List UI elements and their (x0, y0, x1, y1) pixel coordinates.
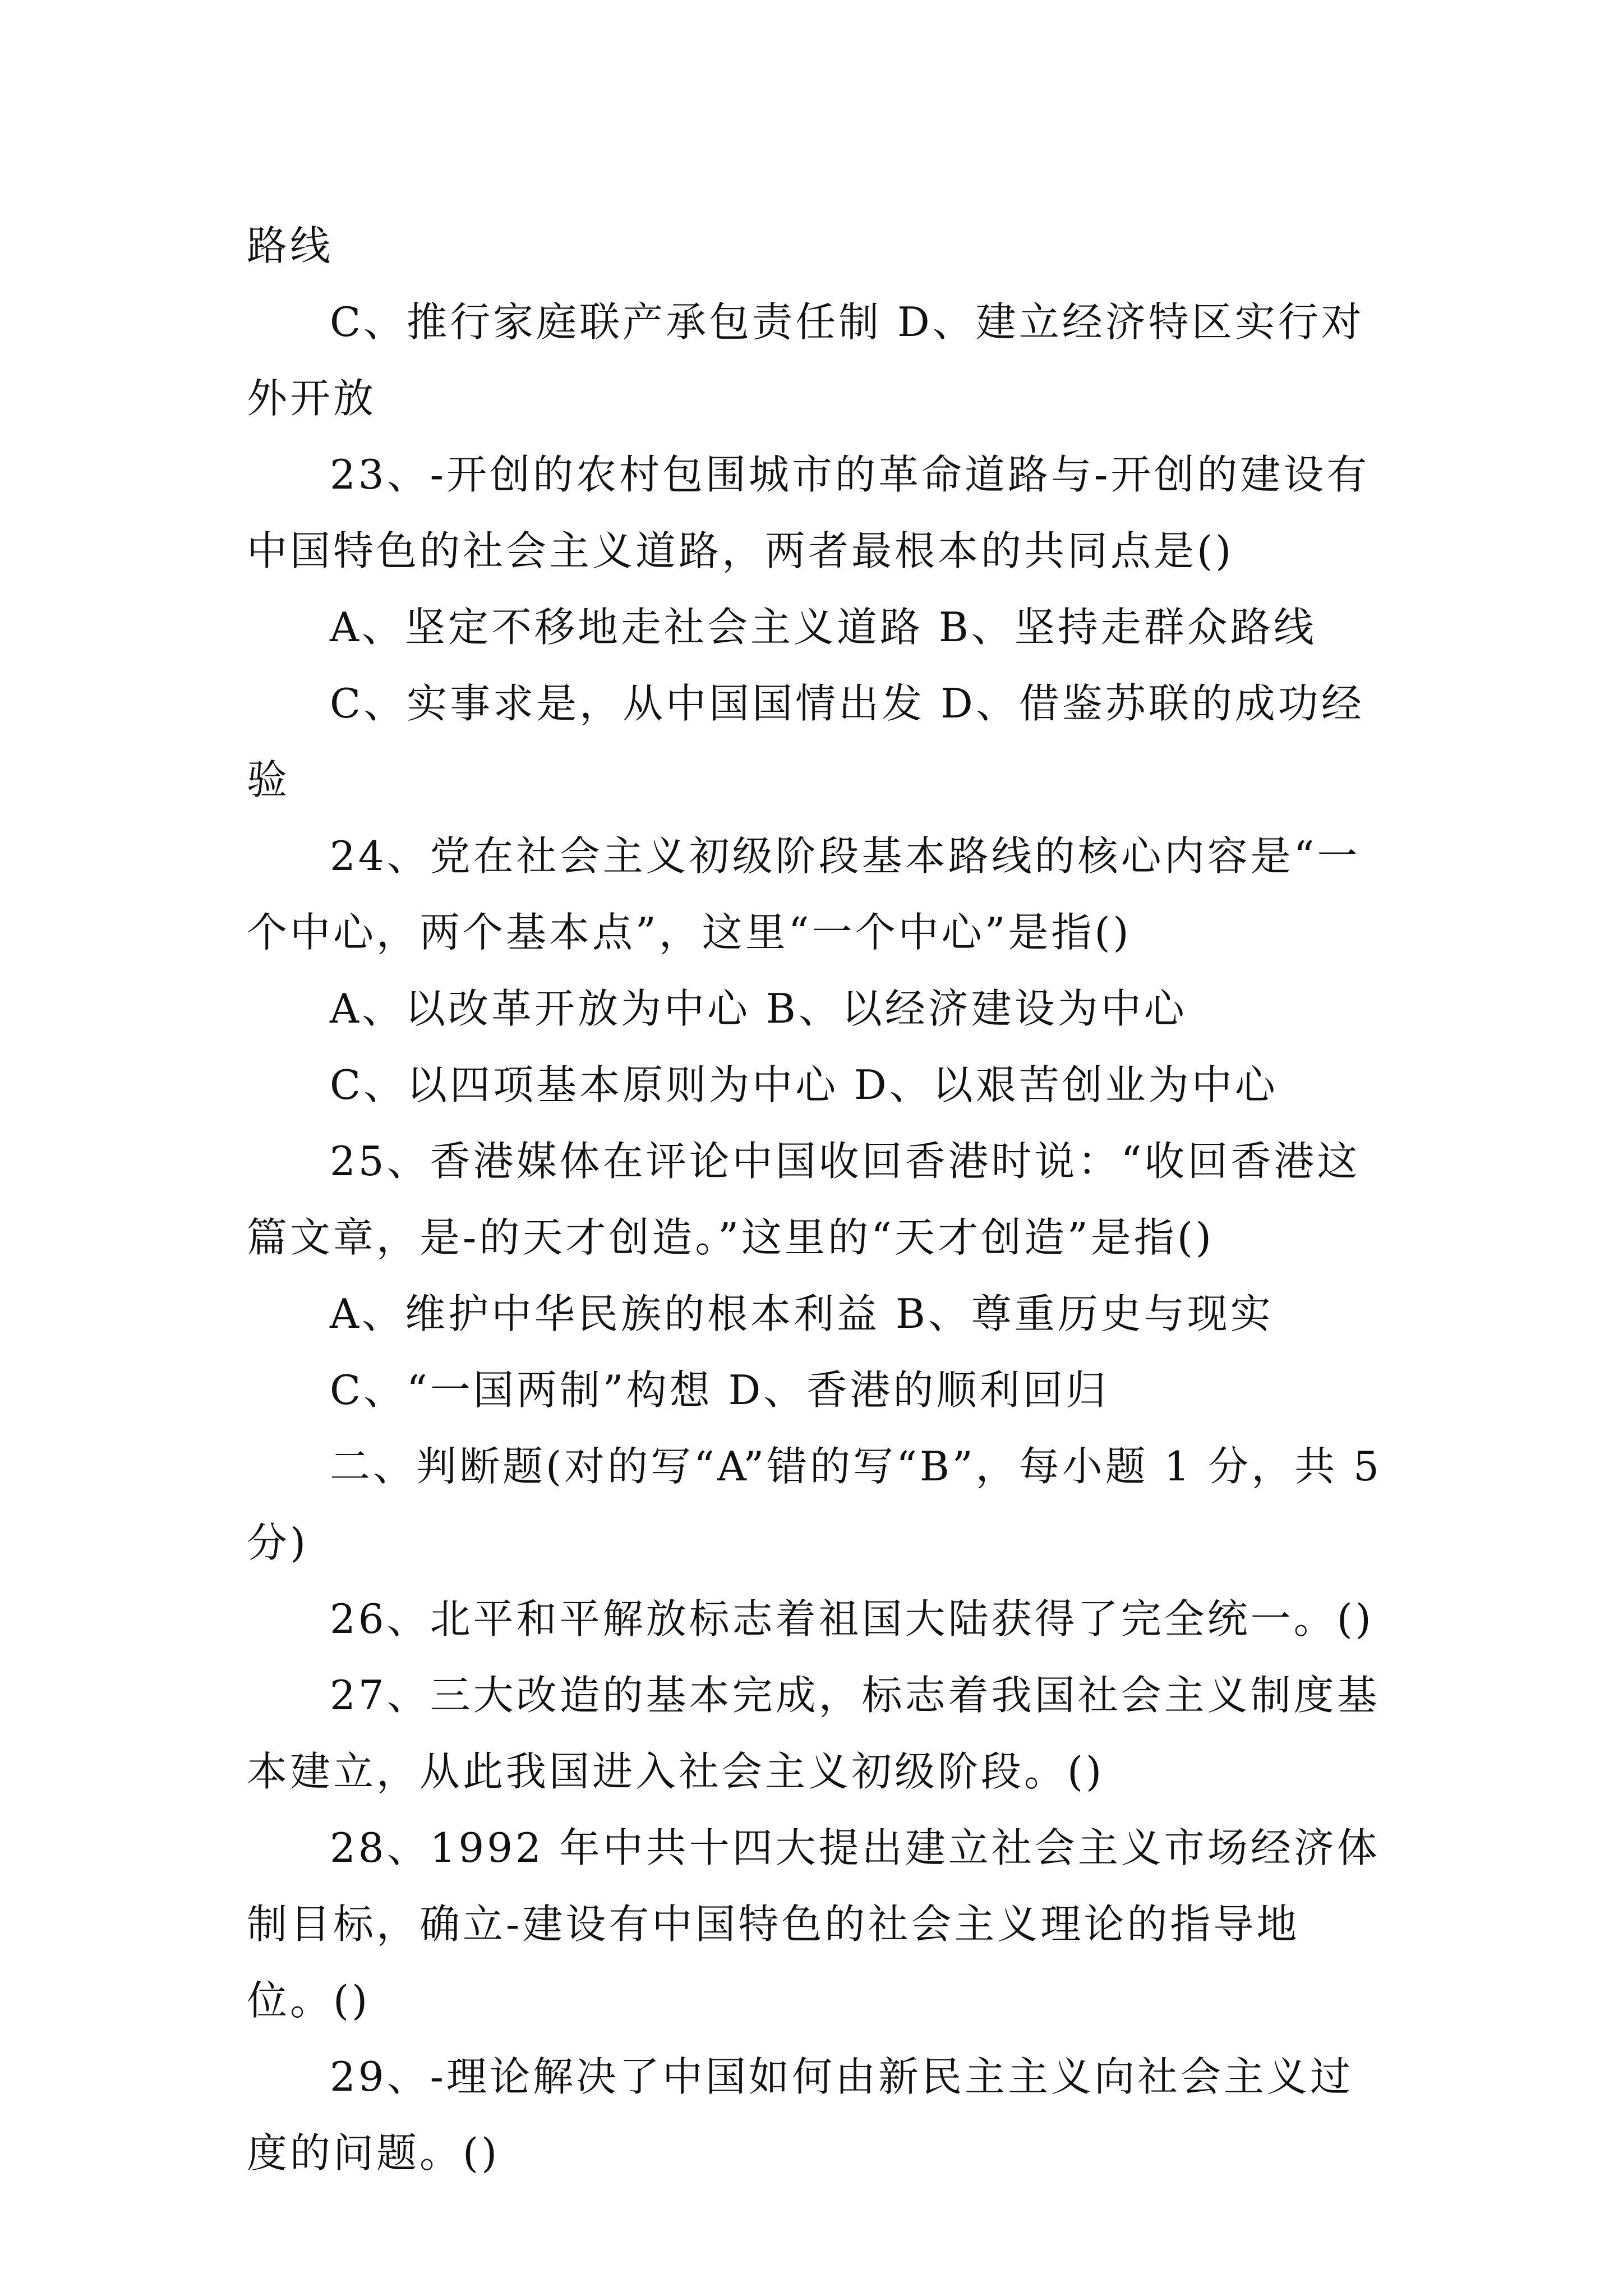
question-29: 29、-理论解决了中国如何由新民主主义向社会主义过度的问题。() (247, 2053, 1353, 2177)
question-25-options-ab: A、维护中华民族的根本利益 B、尊重历史与现实 (330, 1290, 1274, 1337)
question-25-stem: 25、香港媒体在评论中国收回香港时说：“收回香港这篇文章，是-的天才创造。”这里的“天才创造”是指() (247, 1138, 1361, 1261)
question-23-options-ab: A、坚定不移地走社会主义道路 B、坚持走群众路线 (330, 604, 1317, 651)
question-28: 28、1992 年中共十四大提出建立社会主义市场经济体制目标，确立-建设有中国特色的社会主义理论的指导地位。() (247, 1824, 1380, 2024)
question-27: 27、三大改造的基本完成，标志着我国社会主义制度基本建立，从此我国进入社会主义初级阶段。() (247, 1672, 1380, 1795)
question-23-stem: 23、-开创的农村包围城市的革命道路与-开创的建设有中国特色的社会主义道路，两者最根本的共同点是() (247, 451, 1370, 574)
question-24-stem: 24、党在社会主义初级阶段基本路线的核心内容是“一个中心，两个基本点”，这里“一个中心”是指() (247, 832, 1361, 956)
question-24-options-ab: A、以改革开放为中心 B、以经济建设为中心 (330, 985, 1187, 1032)
question-23-options-cd: C、实事求是，从中国国情出发 D、借鉴苏联的成功经验 (247, 680, 1364, 803)
section-heading-true-false: 二、判断题(对的写“A”错的写“B”，每小题 1 分，共 5 分) (247, 1443, 1382, 1566)
question-26: 26、北平和平解放标志着祖国大陆获得了完全统一。() (330, 1595, 1374, 1642)
question-25-options-cd: C、“一国两制”构想 D、香港的顺利回归 (330, 1366, 1109, 1414)
document-body (247, 208, 1385, 2191)
question-24-options-cd: C、以四项基本原则为中心 D、以艰苦创业为中心 (330, 1061, 1278, 1108)
paragraph-continued-line: 路线 (247, 222, 334, 269)
question-22-options-cd: C、推行家庭联产承包责任制 D、建立经济特区实行对外开放 (247, 298, 1364, 422)
